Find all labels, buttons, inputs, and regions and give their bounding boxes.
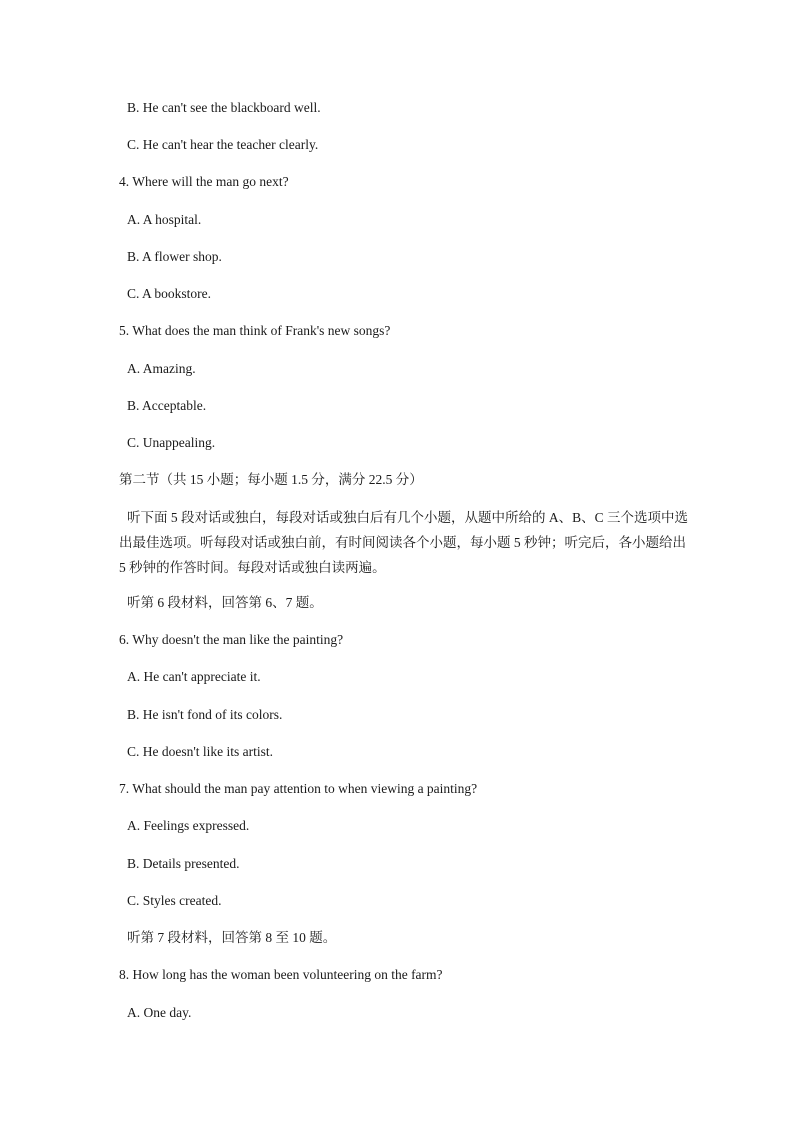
question-7: 7. What should the man pay attention to when viewing a painting?	[119, 781, 478, 796]
option-6b: B. He isn't fond of its colors.	[127, 707, 283, 722]
section-heading: 第二节（共 15 小题；每小题 1.5 分，满分 22.5 分）	[119, 472, 423, 487]
option-7c: C. Styles created.	[127, 893, 222, 908]
section-instructions: 听下面 5 段对话或独白，每段对话或独白后有几个小题，从题中所给的 A、B、C 三个选项中选出最佳选项。听每段对话或独白前，有时间阅读各个小题，每小题 5 秒钟；听完后，各小题给出 5 秒钟的作答时间。每段对话或独白读两遍。	[119, 510, 689, 575]
material-7-note: 听第 7 段材料，回答第 8 至 10 题。	[127, 930, 337, 945]
option-4c: C. A bookstore.	[127, 286, 212, 301]
option-6a: A. He can't appreciate it.	[127, 669, 261, 684]
option-3c: C. He can't hear the teacher clearly.	[127, 137, 319, 152]
material-6-note: 听第 6 段材料，回答第 6、7 题。	[127, 595, 323, 610]
option-5c: C. Unappealing.	[127, 435, 216, 450]
option-3b: B. He can't see the blackboard well.	[127, 100, 321, 115]
question-4: 4. Where will the man go next?	[119, 174, 289, 189]
option-6c: C. He doesn't like its artist.	[127, 744, 274, 759]
option-4a: A. A hospital.	[127, 212, 202, 227]
option-7b: B. Details presented.	[127, 856, 240, 871]
option-5a: A. Amazing.	[127, 361, 196, 376]
option-7a: A. Feelings expressed.	[127, 818, 250, 833]
question-8: 8. How long has the woman been volunteering on the farm?	[119, 967, 443, 982]
option-4b: B. A flower shop.	[127, 249, 222, 264]
option-5b: B. Acceptable.	[127, 398, 207, 413]
question-6: 6. Why doesn't the man like the painting?	[119, 632, 344, 647]
question-5: 5. What does the man think of Frank's new songs?	[119, 323, 391, 338]
option-8a: A. One day.	[127, 1005, 192, 1020]
